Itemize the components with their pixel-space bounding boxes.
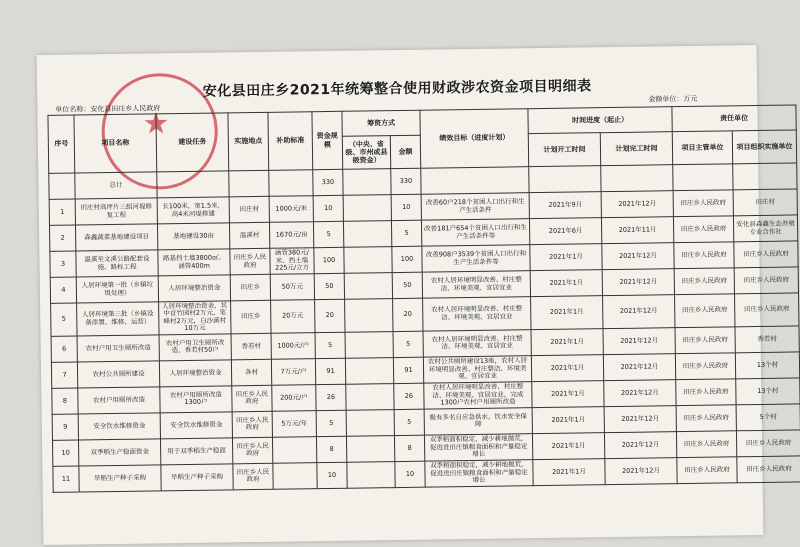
cell-end: 2021年12月 <box>602 269 674 296</box>
header-start: 计划开工时间 <box>528 133 600 167</box>
cell-std: 7万元/户 <box>271 359 315 386</box>
cell-dept: 田庄乡人民政府 <box>676 431 736 458</box>
cell-start: 2021年1月 <box>532 407 604 434</box>
cell-seq: 2 <box>49 225 75 251</box>
total-empty <box>601 165 673 192</box>
cell-std: 1670元/亩 <box>269 222 313 249</box>
cell-name: 双季稻生产稳面资金 <box>78 439 160 466</box>
cell-place: 田庄乡人民政府 <box>233 463 273 490</box>
cell-source <box>345 357 393 384</box>
cell-goal: 双季稻面积稳定，减少耕地抛荒，促进进田庄镇粮食面积和产量稳定增长 <box>424 434 532 462</box>
cell-seq: 1 <box>49 199 75 225</box>
cell-content: 农村户用卫生厕所改造，香若村50户 <box>159 334 231 361</box>
cell-source <box>347 461 395 488</box>
cell-source <box>345 331 393 358</box>
cell-org: 田庄乡人民政府 <box>736 430 800 457</box>
cell-goal: 改善908户3539个贫困人口出行和生产生活条件等 <box>422 245 530 273</box>
total-empty <box>529 166 601 193</box>
total-empty <box>343 169 391 196</box>
cell-std: 1000元/米 <box>269 196 313 223</box>
cell-name: 田庄村高坪片三组河堤修复工程 <box>75 198 157 225</box>
cell-place: 田庄乡 <box>231 300 271 333</box>
cell-amount: 8 <box>394 435 424 461</box>
cell-start: 2021年1月 <box>532 381 604 408</box>
cell-end: 2021年12月 <box>603 328 675 355</box>
cell-seq: 7 <box>51 362 77 388</box>
cell-amount: 5 <box>393 331 423 357</box>
cell-dept: 田庄乡人民政府 <box>673 216 733 243</box>
header-end: 计划完工时间 <box>600 132 672 166</box>
cell-place: 田庄村 <box>229 196 269 223</box>
cell-start: 2021年1月 <box>533 459 605 486</box>
header-scale: 资金规模 <box>312 111 343 169</box>
cell-place: 田庄乡人民政府 <box>232 385 272 412</box>
header-place: 实施地点 <box>228 112 269 171</box>
money-unit: 金额单位：万元 <box>648 94 698 104</box>
header-seq: 序号 <box>48 115 75 173</box>
cell-org: 田庄乡人民政府 <box>735 293 799 327</box>
cell-scale: 20 <box>315 299 345 332</box>
cell-std: 20万元 <box>271 300 315 333</box>
unit-value: 安化县田庄乡人民政府 <box>90 104 161 114</box>
unit-label: 单位名称： <box>55 105 91 114</box>
cell-end: 2021年12月 <box>601 191 673 218</box>
cell-name: 安全饮水维修资金 <box>78 413 160 440</box>
cell-amount: 10 <box>395 461 425 487</box>
cell-amount: 91 <box>393 357 423 383</box>
cell-place: 田庄乡人民政府 <box>230 248 270 275</box>
header-name: 项目名称 <box>74 114 157 173</box>
cell-org: 13个村 <box>735 352 799 379</box>
header-content: 建设任务 <box>156 113 229 172</box>
cell-dept: 田庄乡人民政府 <box>676 379 736 406</box>
cell-org: 安化县森鑫生态养殖专业合作社 <box>733 215 797 242</box>
cell-amount: 5 <box>394 409 424 435</box>
cell-amount: 5 <box>391 220 421 246</box>
total-scale: 330 <box>313 169 343 195</box>
total-seq <box>49 173 75 199</box>
header-src-a: （中央、省级、市州或县级资金） <box>342 136 390 170</box>
header-amount: 金额 <box>390 135 420 168</box>
cell-amount: 10 <box>391 194 421 220</box>
cell-place: 田庄乡人民政府 <box>232 411 272 438</box>
cell-seq: 8 <box>52 388 78 414</box>
cell-end: 2021年12月 <box>603 354 675 381</box>
cell-scale: 10 <box>317 462 347 488</box>
cell-amount: 50 <box>392 272 422 298</box>
cell-content: 基地建设30亩 <box>157 223 229 250</box>
cell-seq: 5 <box>51 303 77 336</box>
total-empty <box>733 163 797 190</box>
header-duty: 责任单位 <box>672 105 796 132</box>
cell-goal: 极有多名自应急供水，饮水安全保障 <box>424 408 532 436</box>
header-source: 筹资方式 <box>342 110 420 136</box>
cell-org: 田庄乡人民政府 <box>734 241 798 268</box>
cell-content: 长100米，宽1.5米，高4米河堤修建 <box>157 197 229 224</box>
cell-std: 5万元/年 <box>272 411 316 438</box>
cell-source <box>346 383 394 410</box>
cell-source <box>346 409 394 436</box>
cell-name: 森鑫蔬菜基地建设项目 <box>75 224 157 251</box>
cell-seq: 11 <box>53 466 79 492</box>
cell-dept: 田庄乡人民政府 <box>674 242 734 269</box>
cell-place: 温溪村 <box>229 222 269 249</box>
cell-start: 2021年1月 <box>531 355 603 382</box>
cell-end: 2021年12月 <box>604 432 676 459</box>
cell-start: 2021年1月 <box>530 270 602 297</box>
cell-goal: 农村人居环境明显改善、村庄整洁、环境美观、宜居宜业 <box>423 297 531 331</box>
cell-name: 农村公共厕所建设 <box>77 361 159 388</box>
cell-amount: 26 <box>394 383 424 409</box>
cell-source <box>344 247 392 274</box>
cell-dept: 田庄乡人民政府 <box>675 353 735 380</box>
cell-seq: 4 <box>50 277 76 303</box>
cell-scale: 5 <box>313 221 343 247</box>
cell-content: 人居环境整治资金 <box>158 275 230 302</box>
header-std: 补助标准 <box>268 112 313 171</box>
cell-scale: 5 <box>316 410 346 436</box>
cell-std <box>273 463 317 490</box>
cell-std: 涵管380元/米、挡土墙225元/立方 <box>270 248 314 275</box>
cell-start: 2021年6月 <box>529 218 601 245</box>
cell-place: 香若村 <box>231 333 271 360</box>
cell-std: 200元/户 <box>272 385 316 412</box>
cell-goal: 农村人居环境明显改善、村庄整洁、环境美观、宜居宜业 <box>422 271 530 299</box>
cell-scale: 100 <box>314 247 344 273</box>
cell-goal: 改善60户218个贫困人口出行和生产生活条件 <box>421 193 529 221</box>
cell-source <box>346 435 394 462</box>
cell-start: 2021年1月 <box>530 244 602 271</box>
cell-dept: 田庄乡人民政府 <box>675 327 735 354</box>
cell-content: 路基挡土墙3800㎡、涵管400m <box>158 249 230 276</box>
cell-end: 2021年12月 <box>602 243 674 270</box>
header-org: 项目组织实施单位 <box>732 130 796 164</box>
cell-seq: 6 <box>51 336 77 362</box>
cell-content: 农村户用厕所改造1300户 <box>160 386 232 413</box>
header-time: 时间进度（起止） <box>528 107 672 134</box>
cell-name: 旱稻生产种子采购 <box>79 465 161 492</box>
cell-goal: 双季稻面积稳定，减少耕地抛荒，促进进田庄镇粮食面积和产量稳定增长 <box>425 460 533 488</box>
project-table <box>47 104 800 492</box>
header-dept: 项目主管单位 <box>672 131 732 165</box>
cell-org: 田庄乡人民政府 <box>737 456 800 483</box>
cell-seq: 10 <box>52 440 78 466</box>
cell-content: 人居环境整治资金，其中首竹园村2万元，笔峰村2万元，白沙溪村10万元 <box>159 301 231 335</box>
total-empty <box>421 167 529 195</box>
total-empty <box>673 164 733 191</box>
cell-end: 2021年12月 <box>604 406 676 433</box>
cell-dept: 田庄乡人民政府 <box>677 457 737 484</box>
cell-goal: 农村公共厕所建设13座，农村人居环境明显改善、村庄整洁、环境美观、宜居宜业 <box>423 356 531 384</box>
cell-dept: 田庄乡人民政府 <box>673 190 733 217</box>
cell-end: 2021年12月 <box>604 380 676 407</box>
cell-name: 农村户用厕所改造 <box>78 387 160 414</box>
cell-std: 1000元/户 <box>271 333 315 360</box>
cell-start: 2021年1月 <box>531 296 603 330</box>
seal-star-icon: ★ <box>142 106 170 142</box>
cell-name: 农村户用卫生厕所改造 <box>77 335 159 362</box>
total-empty <box>269 170 313 197</box>
cell-start: 2021年1月 <box>531 329 603 356</box>
cell-dept: 田庄乡人民政府 <box>676 405 736 432</box>
cell-place: 各村 <box>231 359 271 386</box>
cell-seq: 3 <box>50 251 76 277</box>
total-empty <box>229 170 269 197</box>
cell-name: 温溪至文溪公路配套设施、路标工程 <box>76 250 158 277</box>
cell-org: 香若村 <box>735 326 799 353</box>
cell-goal: 农村人居环境明显改善、村庄整洁、环境美观、宜居宜业 <box>423 330 531 358</box>
cell-goal: 农村人居环境明显改善、村庄整洁、环境美观、宜居宜业，完成1300户农村户用厕所改造 <box>424 382 532 410</box>
cell-amount: 100 <box>392 246 422 272</box>
cell-source <box>343 195 391 222</box>
cell-seq: 9 <box>52 414 78 440</box>
document-page <box>37 45 795 545</box>
total-label: 总计 <box>75 172 157 199</box>
cell-dept: 田庄乡人民政府 <box>674 268 734 295</box>
cell-content: 安全饮水维修资金 <box>160 412 232 439</box>
cell-content: 人居环境整治资金 <box>159 360 231 387</box>
cell-scale: 8 <box>316 436 346 462</box>
cell-end: 2021年12月 <box>603 295 675 329</box>
cell-scale: 91 <box>315 358 345 384</box>
cell-org: 13个村 <box>736 378 800 405</box>
cell-name: 人居环境第三批（乡镇设备添置、维修、运营） <box>77 302 159 336</box>
cell-place: 田庄乡 <box>230 274 270 301</box>
cell-org: 5个村 <box>736 404 800 431</box>
cell-name: 人居环境第一批（乡镇垃圾处理） <box>76 276 158 303</box>
cell-amount: 20 <box>393 298 423 331</box>
cell-org: 田庄村 <box>733 189 797 216</box>
cell-start: 2021年9月 <box>529 192 601 219</box>
cell-std: 50万元 <box>270 274 314 301</box>
cell-end: 2021年11月 <box>601 217 673 244</box>
cell-scale: 50 <box>314 273 344 299</box>
cell-place: 田庄乡人民政府 <box>232 437 272 464</box>
total-empty <box>157 171 229 198</box>
cell-content: 用于双季稻生产稳面 <box>160 438 232 465</box>
cell-start: 2021年1月 <box>532 433 604 460</box>
document-title: 安化县田庄乡2021年统筹整合使用财政涉农资金项目明细表 <box>202 78 592 100</box>
cell-scale: 5 <box>315 332 345 358</box>
cell-end: 2021年12月 <box>605 458 677 485</box>
cell-source <box>343 221 391 248</box>
cell-org: 田庄乡人民政府 <box>734 267 798 294</box>
cell-source <box>344 273 392 300</box>
cell-std <box>272 437 316 464</box>
header-goal: 绩效目标（进度计划） <box>420 109 529 169</box>
cell-scale: 26 <box>316 384 346 410</box>
cell-source <box>345 299 393 333</box>
total-amount: 330 <box>391 168 421 194</box>
cell-goal: 改善181户654个贫困人口出行和生产生活条件等 <box>421 219 529 247</box>
cell-scale: 10 <box>313 195 343 221</box>
cell-dept: 田庄乡人民政府 <box>675 294 735 328</box>
cell-content: 旱稻生产种子采购 <box>161 464 233 491</box>
